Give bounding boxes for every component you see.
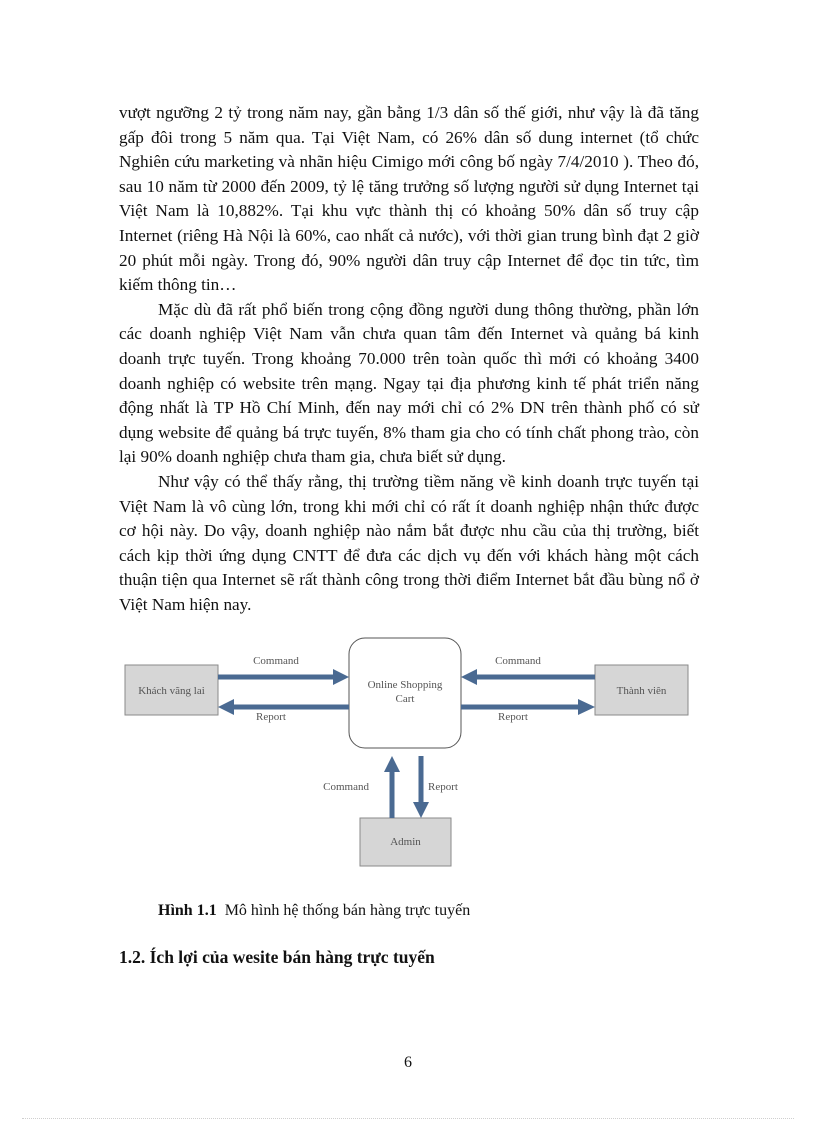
right-report-label: Report [498,711,528,723]
shopping-cart-label-line2: Cart [395,693,415,705]
right-command-arrow [461,669,595,685]
shopping-cart-label-line1: Online Shopping [367,679,443,691]
caption-label: Hình 1.1 [158,902,217,919]
section-heading: 1.2. Ích lợi của wesite bán hàng trực tuyến [119,947,435,967]
guest-label: Khách vãng lai [138,685,205,697]
left-report-label: Report [256,711,286,723]
admin-label: Admin [390,836,421,848]
member-label: Thành viên [616,685,667,697]
right-report-arrow [461,699,595,715]
paragraph-1: vượt ngưỡng 2 tỷ trong năm nay, gần bằng 1/3 dân số thế giới, như vậy là đã tăng gấp đôi trong 5 năm qua. Tại Việt Nam, có 26% dân số dung internet (tổ chức Nghiên cứu marketing và nhãn hiệu Cimigo mới công bố ngày 7/4/2010 ). Theo đó, sau 10 năm từ 2000 đến 2009, tỷ lệ tăng trưởng số lượng người sử dụng Internet tại Việt Nam là 10,882%. Tại khu vực thành thị có khoảng 50% dân số truy cập Internet (riêng Hà Nội là 60%, cao nhất cả nước), với thời gian trung bình đạt 2 giờ 20 phút mỗi ngày. Trong đó, 90% người dân truy cập Internet để đọc tin tức, tìm kiếm thông tin… [119,103,699,295]
admin-command-label: Command [323,781,369,793]
admin-report-arrow [413,756,429,818]
page-divider [22,1118,794,1119]
left-command-label: Command [253,655,299,667]
paragraph-3: Như vậy có thể thấy rằng, thị trường tiềm năng về kinh doanh trực tuyến tại Việt Nam là vô cùng lớn, trong khi mới chỉ có rất ít doanh nghiệp nhận thức được cơ hội này. Do vậy, doanh nghiệp nào nắm bắt được nhu cầu của thị trường, biết cách kịp thời ứng dụng CNTT để đưa các dịch vụ đến với khách hàng một cách thuận tiện qua Internet sẽ rất thành công trong thời điểm Internet bắt đầu bùng nổ ở Việt Nam hiện nay. [119,471,699,614]
caption-text: Mô hình hệ thống bán hàng trực tuyến [224,902,471,919]
paragraph-2: Mặc dù đã rất phổ biến trong cộng đồng người dung thông thường, phần lớn các doanh nghiệp Việt Nam vẫn chưa quan tâm đến Internet và quảng bá kinh doanh trực tuyến. Trong khoảng 70.000 trên toàn quốc thì mới có khoảng 3400 doanh nghiệp có website trên mạng. Ngay tại địa phương kinh tế phát triển năng động nhất là TP Hồ Chí Minh, đến nay mới chỉ có 2% DN trên thành phố có sử dụng website để quảng bá trực tuyến, 8% tham gia cho có tính chất phong trào, còn lại 90% doanh nghiệp chưa tham gia, chưa biết sử dụng. [119,299,699,467]
right-command-label: Command [495,655,541,667]
figure-caption [158,902,470,920]
admin-report-label: Report [428,781,458,793]
left-command-arrow [218,669,349,685]
page-number: 6 [404,1054,412,1071]
admin-command-arrow [384,756,400,818]
